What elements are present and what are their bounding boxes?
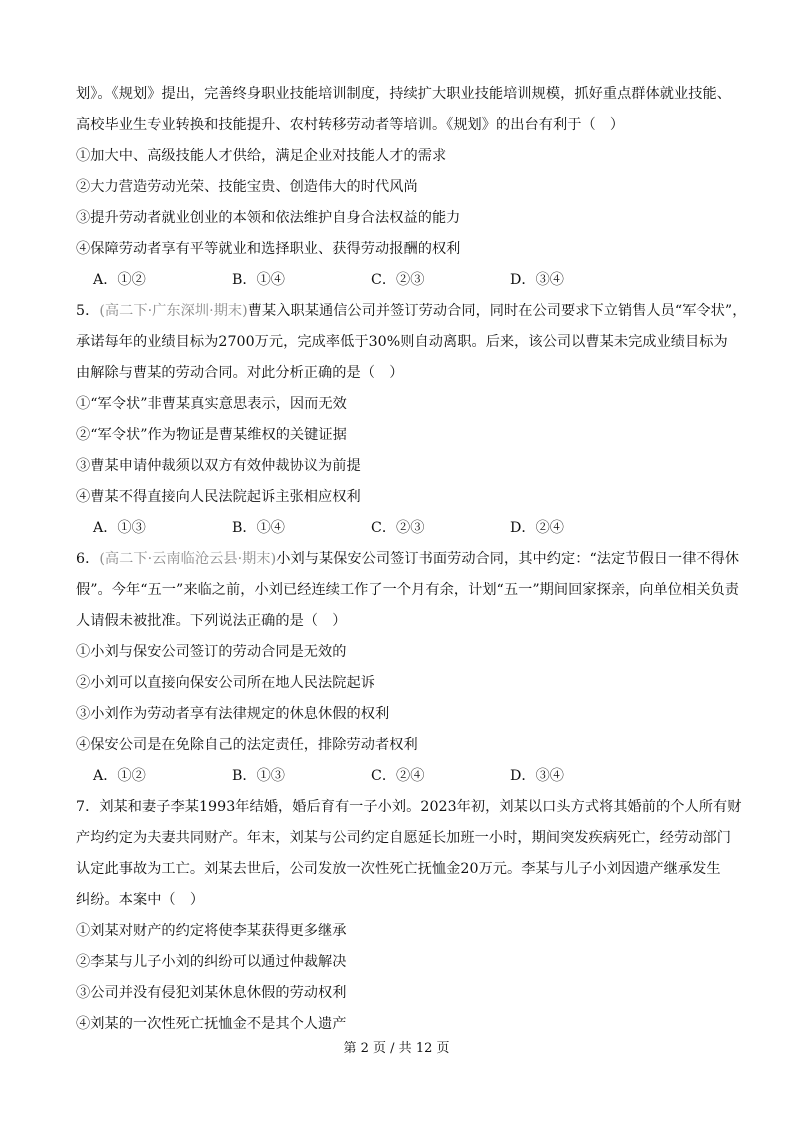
choice-b: B．①④ — [232, 272, 285, 288]
choice-d: D．②④ — [510, 520, 564, 536]
statement-option: ②李某与儿子小刘的纠纷可以通过仲裁解决 — [76, 954, 347, 970]
choice-a: A．①③ — [93, 520, 146, 536]
question-stem-text: 小刘与某保安公司签订书面劳动合同，其中约定：“法定节假日一律不得休 — [276, 551, 740, 567]
statement-option: ③曹某申请仲裁须以双方有效仲裁协议为前提 — [76, 458, 361, 474]
question-stem-line: 假”。今年“五一”来临之前，小刘已经连续工作了一个月有余，计划“五一”期间回家探亲，向单位相关负责 — [76, 582, 739, 598]
statement-option: ③小刘作为劳动者享有法律规定的休息休假的权利 — [76, 706, 390, 722]
choice-b: B．①④ — [232, 520, 285, 536]
answer-choices — [76, 761, 718, 792]
statement-option: ②小刘可以直接向保安公司所在地人民法院起诉 — [76, 675, 375, 691]
choice-d: D．③④ — [510, 768, 564, 784]
question-stem-line: 纠纷。本案中（ ） — [76, 892, 205, 908]
question-stem-line: 划》。《规划》提出，完善终身职业技能培训制度，持续扩大职业技能培训规模，抓好重点群体就业技能、 — [76, 86, 731, 102]
choice-c: C．②③ — [371, 272, 425, 288]
question-source: (高二下·广东深圳·期末) — [99, 303, 248, 319]
question-stem-line: 人请假未被批准。下列说法正确的是（ ） — [76, 613, 347, 629]
question-stem-line — [76, 544, 740, 575]
question-stem-line: 承诺每年的业绩目标为2700万元，完成率低于30%则自动离职。后来，该公司以曹某未完成业绩目标为 — [76, 334, 728, 350]
answer-choices — [76, 265, 718, 296]
choice-c: C．②③ — [371, 520, 425, 536]
question-stem-line: 认定此事故为工亡。刘某去世后，公司发放一次性死亡抚恤金20万元。李某与儿子小刘因遗产继承发生 — [76, 861, 721, 877]
page-content — [76, 79, 747, 1040]
answer-choices — [76, 513, 718, 544]
question-source: (高二下·云南临沧云县·期末) — [99, 551, 277, 567]
statement-option: ②大力营造劳动光荣、技能宝贵、创造伟大的时代风尚 — [76, 179, 418, 195]
statement-option: ①加大中、高级技能人才供给，满足企业对技能人才的需求 — [76, 148, 447, 164]
statement-option: ④曹某不得直接向人民法院起诉主张相应权利 — [76, 489, 361, 505]
question-7 — [76, 792, 742, 1040]
choice-d: D．③④ — [510, 272, 564, 288]
question-stem-text: 曹某入职某通信公司并签订劳动合同，同时在公司要求下立销售人员“军令状”， — [247, 303, 747, 319]
question-stem-line: 产均约定为夫妻共同财产。年末，刘某与公司约定自愿延长加班一小时，期间突发疾病死亡，经劳动部门 — [76, 830, 731, 846]
choice-c: C．②④ — [371, 768, 425, 784]
statement-option: ④刘某的一次性死亡抚恤金不是其个人遗产 — [76, 1016, 347, 1032]
statement-option: ①小刘与保安公司签订的劳动合同是无效的 — [76, 644, 347, 660]
statement-option: ④保障劳动者享有平等就业和选择职业、获得劳动报酬的权利 — [76, 241, 461, 257]
question-number: 5． — [76, 303, 100, 319]
choice-a: A．①② — [93, 272, 146, 288]
statement-option: ③提升劳动者就业创业的本领和依法维护自身合法权益的能力 — [76, 210, 461, 226]
question-stem-line: 由解除与曹某的劳动合同。对此分析正确的是（ ） — [76, 365, 404, 381]
page-footer: 第 2 页 / 共 12 页 — [343, 1041, 450, 1056]
statement-option: ①“军令状”非曹某真实意思表示，因而无效 — [76, 396, 347, 412]
statement-option: ①刘某对财产的约定将使李某获得更多继承 — [76, 923, 347, 939]
choice-a: A．①② — [93, 768, 146, 784]
question-stem-line: 7．刘某和妻子李某1993年结婚，婚后育有一子小刘。2023年初，刘某以口头方式将其婚前的个人所有财 — [76, 799, 742, 815]
question-stem-line — [76, 296, 747, 327]
statement-option: ②“军令状”作为物证是曹某维权的关键证据 — [76, 427, 347, 443]
question-4 — [76, 79, 731, 296]
question-5 — [76, 296, 747, 544]
question-stem-line: 高校毕业生专业转换和技能提升、农村转移劳动者等培训。《规划》的出台有利于（ ） — [76, 117, 625, 133]
statement-option: ③公司并没有侵犯刘某休息休假的劳动权利 — [76, 985, 347, 1001]
choice-b: B．①③ — [232, 768, 285, 784]
question-number: 6． — [76, 551, 100, 567]
statement-option: ④保安公司是在免除自己的法定责任，排除劳动者权利 — [76, 737, 418, 753]
question-6 — [76, 544, 740, 792]
